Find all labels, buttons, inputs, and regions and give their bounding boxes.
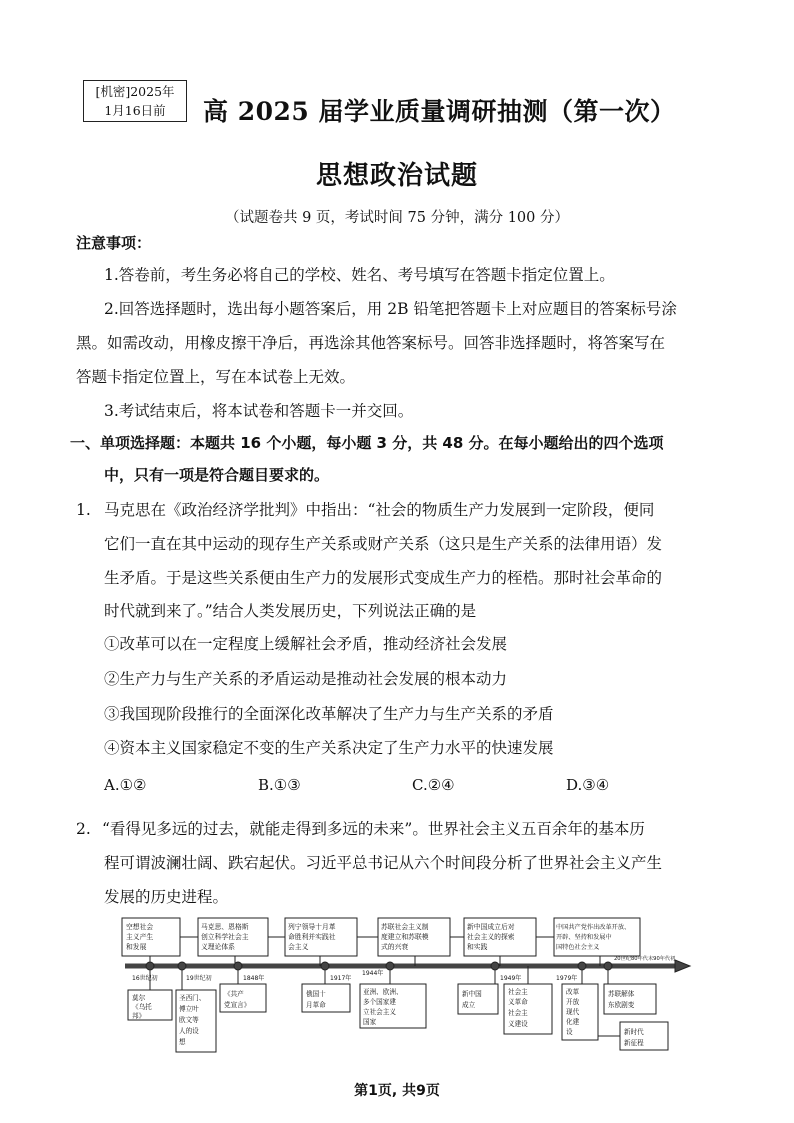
confidential-stamp: [83, 80, 187, 122]
notice-item-2-line-2: 黑。如需改动，用橡皮擦干净后，再选涂其他答案标号。回答非选择题时，将答案写在: [76, 334, 666, 352]
bottom-box-text: 俄国十: [306, 990, 326, 998]
bottom-box-text: 莫尔: [132, 994, 146, 1002]
question-1-option-c: C.②④: [412, 776, 455, 794]
top-box-text: 中国共产党作出改革开放、: [556, 924, 631, 931]
question-1-statement-3: ③我国现阶段推行的全面深化改革解决了生产力与生产关系的矛盾: [104, 705, 554, 723]
bottom-box-text: 亚洲、欧洲、: [363, 988, 403, 996]
bottom-box-text: 傅立叶: [179, 1005, 199, 1013]
question-2-line-2: 程可谓波澜壮阔、跌宕起伏。习近平总书记从六个时间段分析了世界社会主义产生: [104, 854, 663, 872]
timeline-node: [578, 962, 586, 970]
question-1-line-2: 它们一直在其中运动的现存生产关系或财产关系（这只是生产关系的法律用语）发: [104, 535, 663, 553]
bottom-box-text: 社会主: [508, 988, 528, 996]
bottom-box-text: 《乌托: [132, 1003, 152, 1011]
socialism-timeline-diagram: [120, 912, 700, 1062]
top-box-text: 式的兴衰: [381, 943, 409, 951]
timeline-node: [386, 962, 394, 970]
bottom-box-text: 党宣言》: [224, 1001, 251, 1009]
stamp-line-1: [机密]2025年: [95, 84, 175, 99]
bottom-box-frame: [458, 984, 498, 1014]
top-box-text: 命胜利并实践社: [288, 933, 336, 941]
top-box-text: 主义产生: [126, 933, 154, 941]
question-1-line-4: 时代就到来了。”结合人类发展历史，下列说法正确的是: [104, 602, 477, 620]
exam-info: （试题卷共 9 页，考试时间 75 分钟，满分 100 分）: [224, 210, 569, 226]
question-1-statement-1: ①改革可以在一定程度上缓解社会矛盾，推动经济社会发展: [104, 635, 508, 653]
timeline-node: [178, 962, 186, 970]
notice-item-1: 1.答卷前，考生务必将自己的学校、姓名、考号填写在答题卡指定位置上。: [104, 266, 615, 284]
bottom-box-text: 社会主: [508, 1009, 528, 1017]
question-2-line-3: 发展的历史进程。: [104, 888, 229, 906]
date-label: 1848年: [243, 975, 265, 982]
bottom-box-text: 义革命: [508, 998, 528, 1006]
bottom-box-text: 成立: [462, 1001, 476, 1009]
top-box-text: 创立科学社会主: [201, 933, 249, 941]
timeline-node: [604, 962, 612, 970]
timeline-node: [321, 962, 329, 970]
question-2-line-1: “看得见多远的过去，就能走得到多远的未来”。世界社会主义五百余年的基本历: [102, 820, 645, 838]
bottom-box-text: 欧文等: [179, 1016, 199, 1024]
timeline-node: [234, 962, 242, 970]
bottom-box-text: 《共产: [224, 990, 244, 998]
bottom-box-text: 人的设: [179, 1027, 199, 1035]
top-box-text: 苏联社会主义制: [381, 923, 429, 931]
bottom-box-text: 新征程: [624, 1039, 644, 1047]
date-label: 1917年: [330, 975, 352, 982]
exam-title: 高 2025 届学业质量调研抽测（第一次）: [203, 97, 676, 126]
top-box-text: 列宁领导十月革: [288, 923, 336, 931]
notice-item-3: 3.考试结束后，将本试卷和答题卡一并交回。: [104, 402, 414, 420]
bottom-box-text: 改革: [566, 988, 580, 996]
top-box-text: 新中国成立后对: [467, 923, 515, 931]
stamp-line-2: 1月16日前: [104, 103, 166, 118]
timeline-node: [491, 962, 499, 970]
section-1-heading-line-2: 中，只有一项是符合题目要求的。: [104, 466, 330, 484]
bottom-box-text: 月革命: [306, 1001, 326, 1009]
question-1-line-3: 生矛盾。于是这些关系便由生产力的发展形式变成生产力的桎梏。那时社会革命的: [104, 569, 663, 587]
bottom-box-text: 开放: [566, 998, 580, 1006]
top-box-text: 开辟、坚持和发展中: [556, 934, 612, 941]
page-footer: 第1页, 共9页: [354, 1083, 440, 1099]
bottom-box-text: 现代: [566, 1008, 580, 1016]
top-box-text: 会主义: [288, 943, 309, 951]
bottom-box-text: 义建设: [508, 1020, 528, 1028]
bottom-box-text: 东欧剧变: [608, 1001, 635, 1009]
bottom-box-text: 苏联解体: [608, 990, 635, 998]
question-2-number: 2.: [76, 820, 91, 838]
top-box-text: 马克思、恩格斯: [201, 923, 249, 931]
date-label: 20世纪80年代末90年代初: [614, 956, 676, 962]
bottom-box-text: 立社会主义: [363, 1008, 396, 1016]
bottom-box-text: 设: [566, 1028, 573, 1036]
bottom-box-text: 邦》: [132, 1012, 146, 1020]
date-label: 1979年: [556, 975, 578, 982]
question-1-option-a: A.①②: [104, 776, 147, 794]
question-1-option-b: B.①③: [258, 776, 301, 794]
section-1-heading-line-1: 一、单项选择题：本题共 16 个小题，每小题 3 分，共 48 分。在每小题给出的四个选项: [70, 434, 664, 452]
date-label: 19世纪初: [186, 975, 212, 982]
bottom-box-text: 新时代: [624, 1028, 644, 1036]
date-label: 16世纪初: [132, 975, 158, 982]
top-box-text: 义理论体系: [201, 943, 235, 951]
question-1-option-d: D.③④: [566, 776, 610, 794]
date-label: 1949年: [500, 975, 522, 982]
top-box-text: 空想社会: [126, 923, 154, 931]
bottom-box-text: 新中国: [462, 990, 482, 998]
top-box-text: 社会主义的探索: [467, 933, 515, 941]
question-1-line-1: 马克思在《政治经济学批判》中指出：“社会的物质生产力发展到一定阶段，便同: [104, 501, 655, 519]
bottom-box-text: 国家: [363, 1018, 377, 1026]
question-1-statement-4: ④资本主义国家稳定不变的生产关系决定了生产力水平的快速发展: [104, 739, 554, 757]
date-label: 1944年: [362, 970, 384, 977]
notice-heading: 注意事项：: [76, 234, 152, 252]
question-1-statement-2: ②生产力与生产关系的矛盾运动是推动社会发展的根本动力: [104, 670, 508, 688]
notice-item-2-line-3: 答题卡指定位置上，写在本试卷上无效。: [76, 368, 356, 386]
top-box-text: 和实践: [467, 943, 488, 951]
timeline-arrow: [675, 960, 690, 972]
bottom-box-text: 圣西门、: [179, 994, 206, 1002]
bottom-box-text: 化建: [566, 1018, 580, 1026]
bottom-box-text: 想: [179, 1038, 186, 1046]
subject-title: 思想政治试题: [315, 161, 478, 191]
question-1-number: 1.: [76, 501, 91, 519]
bottom-box-text: 多个国家建: [363, 998, 396, 1006]
notice-item-2-line-1: 2.回答选择题时，选出每小题答案后，用 2B 铅笔把答题卡上对应题目的答案标号涂: [104, 300, 677, 318]
top-box-text: 度建立和苏联模: [381, 933, 429, 941]
timeline-node: [146, 962, 154, 970]
top-box-text: 国特色社会主义: [556, 944, 600, 951]
bottom-box-frame: [604, 984, 656, 1014]
top-box-text: 和发展: [126, 943, 147, 951]
